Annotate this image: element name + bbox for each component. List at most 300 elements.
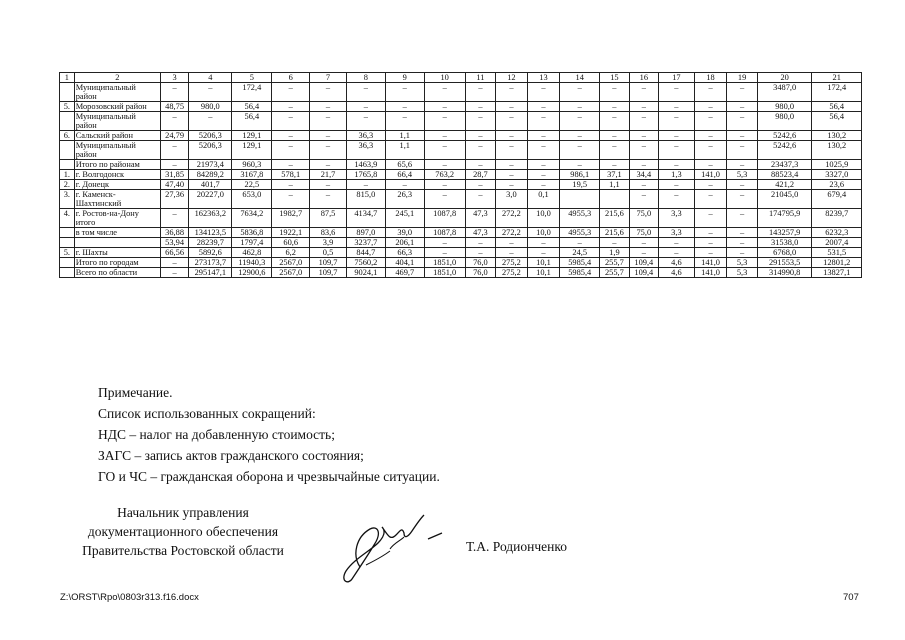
table-cell: – (272, 131, 310, 141)
table-cell: 24,79 (160, 131, 188, 141)
table-cell: 469,7 (385, 268, 424, 278)
table-cell: 1,9 (600, 248, 629, 258)
table-cell: 1463,9 (346, 160, 385, 170)
table-cell: – (694, 238, 727, 248)
table-cell: 1851,0 (424, 258, 465, 268)
row-name-cell: г. Каменск-Шахтинский (74, 190, 160, 209)
table-cell: 3167,8 (232, 170, 272, 180)
table-cell: 255,7 (600, 268, 629, 278)
table-cell: – (496, 238, 528, 248)
position-line: Начальник управления (117, 505, 249, 520)
table-cell: 5,3 (727, 258, 757, 268)
table-cell: 66,56 (160, 248, 188, 258)
table-cell: 215,6 (600, 209, 629, 228)
table-cell: 679,4 (812, 190, 862, 209)
table-cell: – (346, 83, 385, 102)
table-cell: 980,0 (757, 112, 812, 131)
table-cell: 815,0 (346, 190, 385, 209)
table-cell: – (496, 180, 528, 190)
table-cell: 7560,2 (346, 258, 385, 268)
table-header-row (60, 73, 862, 83)
table-cell: 578,1 (272, 170, 310, 180)
table-cell: – (160, 160, 188, 170)
table-cell: – (629, 141, 658, 160)
table-cell: – (600, 83, 629, 102)
table-cell: 2567,0 (272, 258, 310, 268)
table-cell: 0,1 (527, 190, 560, 209)
table-cell: 130,2 (812, 131, 862, 141)
header-cell: 3 (160, 73, 188, 83)
table-cell: – (527, 83, 560, 102)
table-cell: 273173,7 (189, 258, 232, 268)
table-cell: 3,0 (496, 190, 528, 209)
table-cell: – (560, 131, 600, 141)
table-cell: 8239,7 (812, 209, 862, 228)
table-cell: – (496, 102, 528, 112)
table-cell: 1. (60, 170, 75, 180)
header-cell: 2 (74, 73, 160, 83)
table-row (60, 141, 862, 160)
table-cell (60, 141, 75, 160)
table-cell: – (496, 131, 528, 141)
table-cell: – (465, 160, 495, 170)
table-cell: 844,7 (346, 248, 385, 258)
table-cell: – (694, 141, 727, 160)
table-cell: – (272, 141, 310, 160)
page-number: 707 (843, 592, 859, 603)
table-cell: 56,4 (812, 102, 862, 112)
table-cell: – (600, 112, 629, 131)
table-cell: 28,7 (465, 170, 495, 180)
table-cell: 47,3 (465, 228, 495, 238)
row-name-cell: в том числе (74, 228, 160, 238)
table-cell: – (694, 248, 727, 258)
table-cell: 5. (60, 102, 75, 112)
header-cell: 17 (659, 73, 695, 83)
table-cell: 34,4 (629, 170, 658, 180)
table-cell: 75,0 (629, 209, 658, 228)
table-cell: 5985,4 (560, 268, 600, 278)
table-cell: 4. (60, 209, 75, 228)
table-cell: – (727, 131, 757, 141)
table-cell: – (465, 83, 495, 102)
table-row (60, 268, 862, 278)
table-cell: 56,4 (812, 112, 862, 131)
table-cell: – (694, 209, 727, 228)
row-name-cell: Всего по области (74, 268, 160, 278)
table-cell: – (310, 141, 347, 160)
table-cell: 134123,5 (189, 228, 232, 238)
table-cell: 1922,1 (272, 228, 310, 238)
table-cell: 162363,2 (189, 209, 232, 228)
table-cell: – (310, 190, 347, 209)
table-row (60, 102, 862, 112)
table-cell: – (629, 180, 658, 190)
table-cell: – (560, 238, 600, 248)
table-cell: 1982,7 (272, 209, 310, 228)
table-cell: 10,0 (527, 209, 560, 228)
table-cell: 5242,6 (757, 131, 812, 141)
table-cell: 37,1 (600, 170, 629, 180)
table-row (60, 228, 862, 238)
table-row (60, 238, 862, 248)
table-cell: – (629, 190, 658, 209)
table-cell: 3487,0 (757, 83, 812, 102)
table-cell: – (272, 112, 310, 131)
table-cell: 65,6 (385, 160, 424, 170)
table-cell: 3,3 (659, 209, 695, 228)
table-cell: 47,40 (160, 180, 188, 190)
table-row (60, 131, 862, 141)
handwritten-signature (330, 505, 450, 585)
table-cell: – (346, 180, 385, 190)
table-cell: 3,9 (310, 238, 347, 248)
table-cell: 5206,3 (189, 131, 232, 141)
header-cell: 15 (600, 73, 629, 83)
table-cell: 4955,3 (560, 228, 600, 238)
data-table (59, 72, 862, 278)
signer-position (58, 503, 308, 560)
table-cell (60, 112, 75, 131)
table-row (60, 160, 862, 170)
table-cell: – (560, 83, 600, 102)
table-cell: 2007,4 (812, 238, 862, 248)
table-cell: – (385, 83, 424, 102)
position-line: документационного обеспечения (87, 524, 279, 539)
table-cell: 1,1 (385, 141, 424, 160)
table-cell: 109,4 (629, 268, 658, 278)
table-cell: – (272, 83, 310, 102)
table-cell: – (629, 160, 658, 170)
table-cell: – (496, 112, 528, 131)
table-cell: 6232,3 (812, 228, 862, 238)
table-cell: 60,6 (272, 238, 310, 248)
table-cell: – (727, 228, 757, 238)
table-cell: 83,6 (310, 228, 347, 238)
header-cell: 14 (560, 73, 600, 83)
table-cell: 401,7 (189, 180, 232, 190)
table-cell: – (727, 112, 757, 131)
table-cell: – (727, 190, 757, 209)
table-cell: – (272, 160, 310, 170)
table-cell: 3237,7 (346, 238, 385, 248)
notes-subtitle: Список использованных сокращений: (98, 406, 316, 421)
header-cell: 21 (812, 73, 862, 83)
table-cell: – (694, 112, 727, 131)
table-cell: 314990,8 (757, 268, 812, 278)
header-cell: 10 (424, 73, 465, 83)
table-cell: 404,1 (385, 258, 424, 268)
row-name-cell: Морозовский район (74, 102, 160, 112)
table-cell: – (424, 190, 465, 209)
table-cell: 11940,3 (232, 258, 272, 268)
table-cell: – (496, 170, 528, 180)
table-cell: – (465, 141, 495, 160)
table-cell: 5892,6 (189, 248, 232, 258)
table-cell: 130,2 (812, 141, 862, 160)
table-cell: 1,1 (385, 131, 424, 141)
table-cell: 2567,0 (272, 268, 310, 278)
table-cell: 31,85 (160, 170, 188, 180)
table-cell: 20227,0 (189, 190, 232, 209)
table-cell: 5242,6 (757, 141, 812, 160)
table-cell: – (727, 102, 757, 112)
row-name-cell: г. Донецк (74, 180, 160, 190)
table-cell (600, 190, 629, 209)
header-cell: 6 (272, 73, 310, 83)
table-cell: 143257,9 (757, 228, 812, 238)
table-cell: 56,4 (232, 112, 272, 131)
table-cell: 109,7 (310, 268, 347, 278)
notes-section (98, 382, 440, 487)
table-cell (60, 238, 75, 248)
table-cell: – (424, 131, 465, 141)
table-row (60, 180, 862, 190)
header-cell: 5 (232, 73, 272, 83)
table-cell: 215,6 (600, 228, 629, 238)
header-cell: 4 (189, 73, 232, 83)
row-name-cell: г. Шахты (74, 248, 160, 258)
table-cell: – (727, 209, 757, 228)
table-cell: – (465, 112, 495, 131)
table-cell: – (385, 112, 424, 131)
table-cell: 56,4 (232, 102, 272, 112)
table-row (60, 170, 862, 180)
table-cell: 960,3 (232, 160, 272, 170)
header-cell: 8 (346, 73, 385, 83)
table-cell: – (310, 102, 347, 112)
row-name-cell: Муниципальный район (74, 83, 160, 102)
row-name-cell: Муниципальный район (74, 141, 160, 160)
table-cell: – (310, 83, 347, 102)
table-cell: – (527, 170, 560, 180)
table-cell: – (189, 83, 232, 102)
table-cell: – (272, 180, 310, 190)
table-cell: 76,0 (465, 268, 495, 278)
table-cell: – (272, 190, 310, 209)
table-cell: 5,3 (727, 268, 757, 278)
table-cell: 76,0 (465, 258, 495, 268)
table-cell: – (465, 102, 495, 112)
table-cell: – (310, 112, 347, 131)
table-cell: 23437,3 (757, 160, 812, 170)
table-cell: – (160, 141, 188, 160)
table-cell: 23,6 (812, 180, 862, 190)
table-cell: 75,0 (629, 228, 658, 238)
table-cell: – (385, 180, 424, 190)
table-cell: – (527, 131, 560, 141)
table-cell: 897,0 (346, 228, 385, 238)
table-cell: – (465, 190, 495, 209)
header-cell: 18 (694, 73, 727, 83)
note-item: ГО и ЧС – гражданская оборона и чрезвычайные ситуации. (98, 469, 440, 484)
table-cell: 4,6 (659, 268, 695, 278)
table-cell: 12801,2 (812, 258, 862, 268)
table-cell: 36,3 (346, 141, 385, 160)
table-cell: – (496, 141, 528, 160)
table-cell: 36,3 (346, 131, 385, 141)
table-cell: 275,2 (496, 268, 528, 278)
table-cell: – (727, 180, 757, 190)
table-cell: 21045,0 (757, 190, 812, 209)
table-cell: – (496, 160, 528, 170)
table-cell: 6. (60, 131, 75, 141)
table-cell: – (727, 83, 757, 102)
table-cell: 462,8 (232, 248, 272, 258)
table-cell: – (727, 238, 757, 248)
table-cell: 986,1 (560, 170, 600, 180)
note-item: НДС – налог на добавленную стоимость; (98, 427, 335, 442)
notes-title: Примечание. (98, 385, 173, 400)
table-cell: – (659, 131, 695, 141)
table-cell: 141,0 (694, 258, 727, 268)
table-cell: 24,5 (560, 248, 600, 258)
table-cell: 13827,1 (812, 268, 862, 278)
table-cell: – (600, 238, 629, 248)
table-cell: 1,1 (600, 180, 629, 190)
table-cell: – (385, 102, 424, 112)
table-cell: 206,1 (385, 238, 424, 248)
table-row (60, 258, 862, 268)
table-cell: 245,1 (385, 209, 424, 228)
table-cell (60, 258, 75, 268)
table-cell: 31538,0 (757, 238, 812, 248)
table-cell: 87,5 (310, 209, 347, 228)
table-cell: 531,5 (812, 248, 862, 258)
table-cell: – (527, 180, 560, 190)
table-cell: 1797,4 (232, 238, 272, 248)
table-cell: 39,0 (385, 228, 424, 238)
table-cell: 109,4 (629, 258, 658, 268)
table-cell: 27,36 (160, 190, 188, 209)
table-cell: – (600, 141, 629, 160)
table-cell: – (629, 238, 658, 248)
table-cell: – (465, 131, 495, 141)
table-cell: – (629, 112, 658, 131)
table-cell: – (560, 102, 600, 112)
table-cell: 1851,0 (424, 268, 465, 278)
table-cell (60, 83, 75, 102)
table-cell: 5206,3 (189, 141, 232, 160)
table-cell: – (629, 102, 658, 112)
table-cell (560, 190, 600, 209)
table-row (60, 83, 862, 102)
table-cell: 9024,1 (346, 268, 385, 278)
note-item: ЗАГС – запись актов гражданского состояния; (98, 448, 364, 463)
table-cell: – (465, 248, 495, 258)
table-cell: 1087,8 (424, 209, 465, 228)
table-cell: 19,5 (560, 180, 600, 190)
table-cell: – (560, 112, 600, 131)
table-cell: – (560, 160, 600, 170)
table-cell: – (659, 190, 695, 209)
table-cell: – (727, 248, 757, 258)
table-cell: 12900,6 (232, 268, 272, 278)
table-cell: – (694, 102, 727, 112)
table-cell: – (424, 141, 465, 160)
table-cell: – (160, 268, 188, 278)
table-cell: – (424, 238, 465, 248)
table-cell: – (629, 83, 658, 102)
header-cell: 16 (629, 73, 658, 83)
table-cell: 66,3 (385, 248, 424, 258)
table-cell: – (694, 190, 727, 209)
table-cell: – (694, 83, 727, 102)
table-cell: – (659, 112, 695, 131)
table-cell: 291553,5 (757, 258, 812, 268)
table-cell: – (659, 83, 695, 102)
table-cell: – (310, 180, 347, 190)
table-cell: – (160, 83, 188, 102)
table-cell: – (310, 131, 347, 141)
table-cell: – (560, 141, 600, 160)
table-cell: – (727, 160, 757, 170)
row-name-cell: г. Волгодонск (74, 170, 160, 180)
header-cell: 11 (465, 73, 495, 83)
table-cell: 141,0 (694, 268, 727, 278)
table-cell: – (600, 102, 629, 112)
table-cell: 7634,2 (232, 209, 272, 228)
table-cell: 53,94 (160, 238, 188, 248)
table-cell: – (496, 248, 528, 258)
table-cell: 1765,8 (346, 170, 385, 180)
row-name-cell: Итого по городам (74, 258, 160, 268)
table-cell: 272,2 (496, 228, 528, 238)
row-name-cell: г. Ростов-на-Дону итого (74, 209, 160, 228)
table-cell: 295147,1 (189, 268, 232, 278)
table-cell: – (496, 83, 528, 102)
table-cell: 172,4 (812, 83, 862, 102)
table-cell: 653,0 (232, 190, 272, 209)
table-cell: 272,2 (496, 209, 528, 228)
header-cell: 1 (60, 73, 75, 83)
table-cell: – (694, 228, 727, 238)
table-cell: – (629, 248, 658, 258)
row-name-cell (74, 238, 160, 248)
table-cell: – (659, 180, 695, 190)
table-cell: – (160, 209, 188, 228)
table-cell: 48,75 (160, 102, 188, 112)
table-cell: – (189, 112, 232, 131)
table-cell: 174795,9 (757, 209, 812, 228)
table-cell: – (424, 83, 465, 102)
table-cell: 47,3 (465, 209, 495, 228)
table-cell: 141,0 (694, 170, 727, 180)
row-name-cell: Муниципальный район (74, 112, 160, 131)
table-cell: 4955,3 (560, 209, 600, 228)
table-cell: 1025,9 (812, 160, 862, 170)
table-cell: – (424, 102, 465, 112)
table-cell: – (424, 112, 465, 131)
table-cell: 980,0 (189, 102, 232, 112)
table-cell: – (272, 102, 310, 112)
table-cell: 1,3 (659, 170, 695, 180)
table-cell: 109,7 (310, 258, 347, 268)
table-cell: 0,5 (310, 248, 347, 258)
table-cell: – (310, 160, 347, 170)
table-cell: 172,4 (232, 83, 272, 102)
table-cell: – (659, 141, 695, 160)
table-cell: 22,5 (232, 180, 272, 190)
table-cell: – (160, 258, 188, 268)
table-cell: 5836,8 (232, 228, 272, 238)
file-path: Z:\ORST\Rpo\0803r313.f16.docx (60, 592, 199, 603)
table-cell: 275,2 (496, 258, 528, 268)
table-cell: – (629, 131, 658, 141)
table-cell: 88523,4 (757, 170, 812, 180)
table-cell: 26,3 (385, 190, 424, 209)
table-cell: – (600, 131, 629, 141)
